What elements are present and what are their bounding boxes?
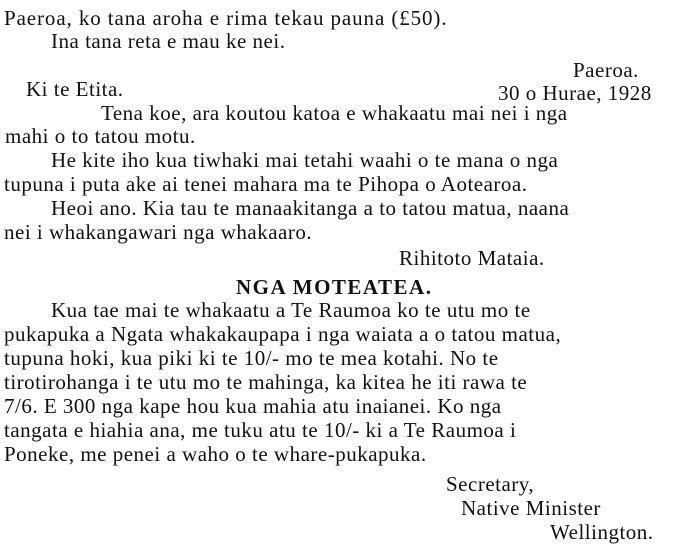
- section-heading: NGA MOTEATEA.: [236, 275, 433, 299]
- salutation: Ki te Etita.: [26, 77, 124, 101]
- text-line: tupuna hoki, kua piki ki te 10/- mo te mea kotahi. No te: [4, 346, 499, 370]
- date-line: 30 o Hurae, 1928: [498, 81, 652, 105]
- text-line: Poneke, me penei a waho o te whare-pukapuka.: [4, 442, 427, 466]
- text-line: Heoi ano. Kia tau te manaakitanga a to tatou matua, naana: [51, 196, 570, 220]
- text-line: tupuna i puta ake ai tenei mahara ma te Pihopa o Aotearoa.: [4, 172, 528, 196]
- text-line: He kite iho kua tiwhaki mai tetahi waahi o te mana o nga: [51, 148, 559, 172]
- text-line: tangata e hiahia ana, me tuku atu te 10/- ki a Te Raumoa i: [4, 418, 517, 442]
- signature-location: Wellington.: [550, 520, 654, 544]
- signature-title: Native Minister: [461, 496, 601, 520]
- text-line: 7/6. E 300 nga kape hou kua mahia atu inaianei. Ko nga: [4, 394, 502, 418]
- text-line: Tena koe, ara koutou katoa e whakaatu mai nei i nga: [101, 101, 568, 125]
- signature-title: Secretary,: [446, 472, 535, 496]
- text-line: nei i whakangawari nga whakaaro.: [4, 220, 313, 244]
- text-line: pukapuka a Ngata whakakaupapa i nga waiata a o tatou matua,: [4, 322, 562, 346]
- signature-name: Rihitoto Mataia.: [399, 246, 545, 270]
- place-line: Paeroa.: [573, 58, 639, 82]
- text-line: Kua tae mai te whakaatu a Te Raumoa ko te utu mo te: [51, 298, 531, 322]
- text-line: Paeroa, ko tana aroha e rima tekau pauna (£50).: [4, 6, 448, 30]
- text-line: tirotirohanga i te utu mo te mahinga, ka kitea he iti rawa te: [4, 370, 528, 394]
- text-line: mahi o to tatou motu.: [5, 124, 196, 148]
- text-line: Ina tana reta e mau ke nei.: [51, 29, 286, 53]
